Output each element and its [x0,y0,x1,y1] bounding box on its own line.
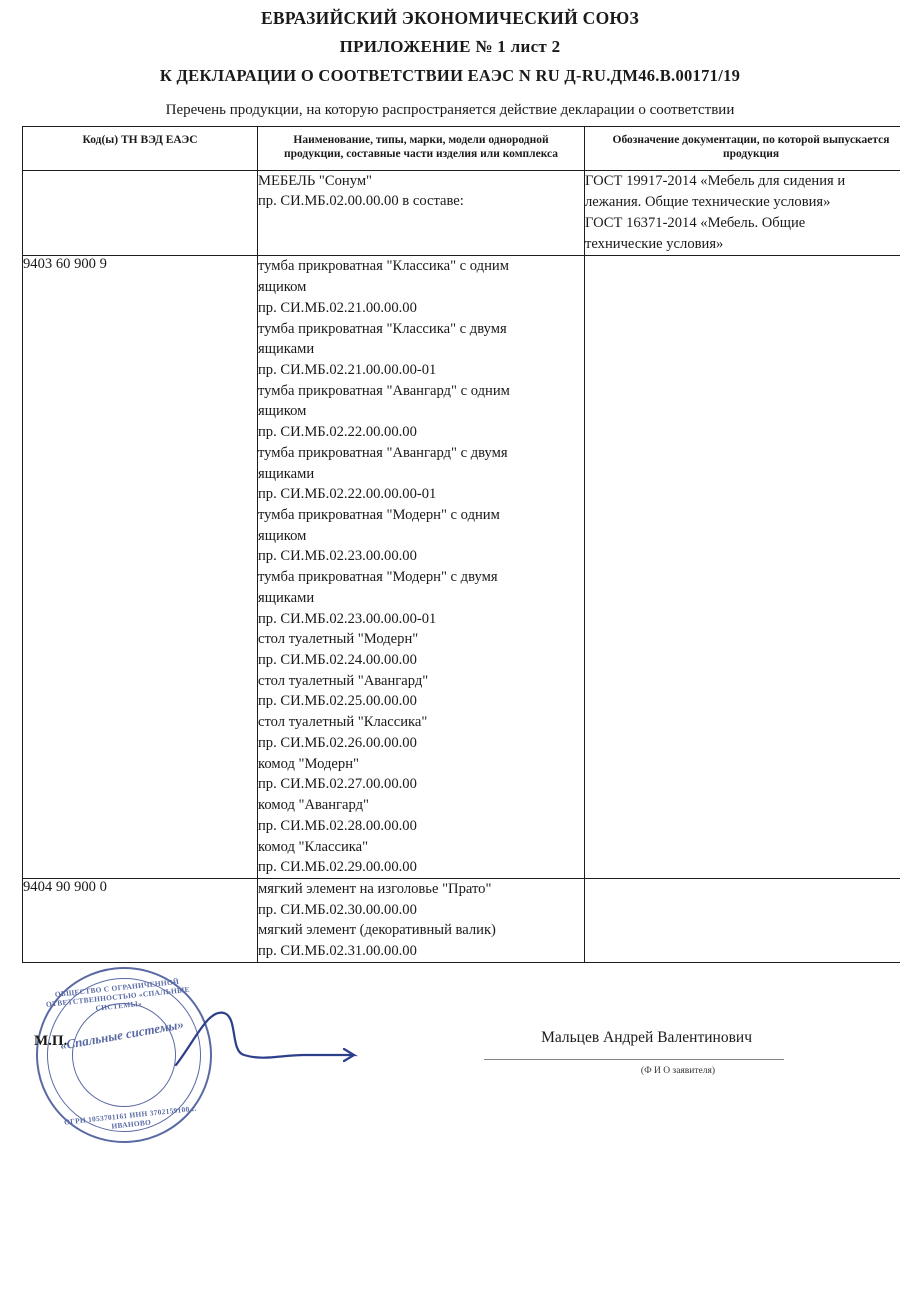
table-body [23,170,900,962]
document-header [22,0,878,86]
name-line: ящиками [258,465,315,482]
name-line: ящиком [258,279,307,296]
name-line: стол туалетный "Модерн" [258,631,419,648]
name-line: пр. СИ.МБ.02.25.00.00.00 [258,693,417,710]
doc-line: лежания. Общие технические условия» [585,193,831,210]
code-value: 9404 90 900 0 [23,878,107,895]
column-header-name: Наименование, типы, марки, модели однородной продукции, составные части изделия или комплекса [258,127,585,171]
cell-name [258,170,585,256]
name-line: пр. СИ.МБ.02.30.00.00.00 [258,901,417,918]
company-stamp-icon [27,958,220,1151]
name-line: комод "Авангард" [258,797,369,814]
column-header-doc: Обозначение документации, по которой выпускается продукция [585,127,900,171]
name-line: стол туалетный "Авангард" [258,672,429,689]
name-line: пр. СИ.МБ.02.22.00.00.00 [258,424,417,441]
cell-doc [585,170,900,256]
cell-code [23,256,258,879]
table-header-row [23,127,900,171]
stamp-outer-text-bottom: ОГРН 1053701161 ИНН 3702159100 г. ИВАНОВО [63,1103,197,1131]
signature-rule [484,1059,784,1060]
name-line: пр. СИ.МБ.02.21.00.00.00 [258,299,417,316]
mp-label: М.П. [34,1032,68,1049]
header-line-union: ЕВРАЗИЙСКИЙ ЭКОНОМИЧЕСКИЙ СОЮЗ [260,8,640,28]
name-line: пр. СИ.МБ.02.27.00.00.00 [258,776,417,793]
name-line: тумба прикроватная "Авангард" с двумя [258,444,508,461]
name-line: пр. СИ.МБ.02.26.00.00.00 [258,734,417,751]
cell-doc [585,256,900,879]
declarant-caption: (Ф И О заявителя) [640,1065,715,1076]
table-head [23,127,900,171]
doc-line: технические условия» [585,236,724,253]
name-line: ящиками [258,589,315,606]
cell-name [258,878,585,962]
table-row [23,878,900,962]
name-line: пр. СИ.МБ.02.21.00.00.00-01 [258,361,437,378]
name-line: ящиком [258,403,307,420]
header-line-declaration: К ДЕКЛАРАЦИИ О СООТВЕТСТВИИ ЕАЭС N RU Д-RU.ДМ46.В.00171/19 [159,66,741,85]
name-line: тумба прикроватная "Классика" с двумя [258,320,507,337]
cell-doc [585,878,900,962]
name-line: ящиком [258,527,307,544]
name-line: пр. СИ.МБ.02.31.00.00.00 [258,943,417,960]
table-row [23,256,900,879]
name-line: комод "Классика" [258,838,369,855]
cell-code [23,170,258,256]
declarant-name: Мальцев Андрей Валентинович [541,1028,752,1046]
header-line-appendix: ПРИЛОЖЕНИЕ № 1 лист 2 [339,37,561,56]
name-line: стол туалетный "Классика" [258,714,428,731]
name-line: тумба прикроватная "Модерн" с одним [258,507,500,523]
name-line: пр. СИ.МБ.02.00.00.00 в составе: [258,193,464,210]
doc-line: ГОСТ 16371-2014 «Мебель. Общие [585,215,806,232]
name-line: пр. СИ.МБ.02.28.00.00.00 [258,817,417,834]
name-line: пр. СИ.МБ.02.22.00.00.00-01 [258,486,437,503]
stamp-inner-text: «Спальные системы» [58,1016,185,1053]
name-line: тумба прикроватная "Авангард" с одним [258,382,510,399]
name-line: МЕБЕЛЬ "Сонум" [258,172,373,189]
name-line: пр. СИ.МБ.02.29.00.00.00 [258,859,417,876]
name-line: мягкий элемент (декоративный валик) [258,922,496,939]
cell-name [258,256,585,879]
column-header-code: Код(ы) ТН ВЭД ЕАЭС [23,127,258,171]
name-line: мягкий элемент на изголовье "Прато" [258,880,492,897]
name-line: ящиками [258,341,315,358]
cell-code [23,878,258,962]
name-line: пр. СИ.МБ.02.23.00.00.00 [258,548,417,565]
name-line: тумба прикроватная "Модерн" с двумя [258,569,498,586]
name-line: тумба прикроватная "Классика" с одним [258,258,509,275]
name-line: пр. СИ.МБ.02.23.00.00.00-01 [258,610,437,627]
code-value: 9403 60 900 9 [23,256,107,273]
doc-line: ГОСТ 19917-2014 «Мебель для сидения и [585,172,846,189]
name-line: пр. СИ.МБ.02.24.00.00.00 [258,652,417,669]
stamp-outer-text-top: ОБЩЕСТВО С ОГРАНИЧЕННОЙ ОТВЕТСТВЕННОСТЬЮ «СПАЛЬНЫЕ СИСТЕМЫ» [45,976,191,1013]
table-caption: Перечень продукции, на которую распространяется действие декларации о соответствии [165,102,735,118]
product-table [22,126,900,963]
name-line: комод "Модерн" [258,755,359,772]
signature-area [22,976,878,1139]
table-row [23,170,900,256]
